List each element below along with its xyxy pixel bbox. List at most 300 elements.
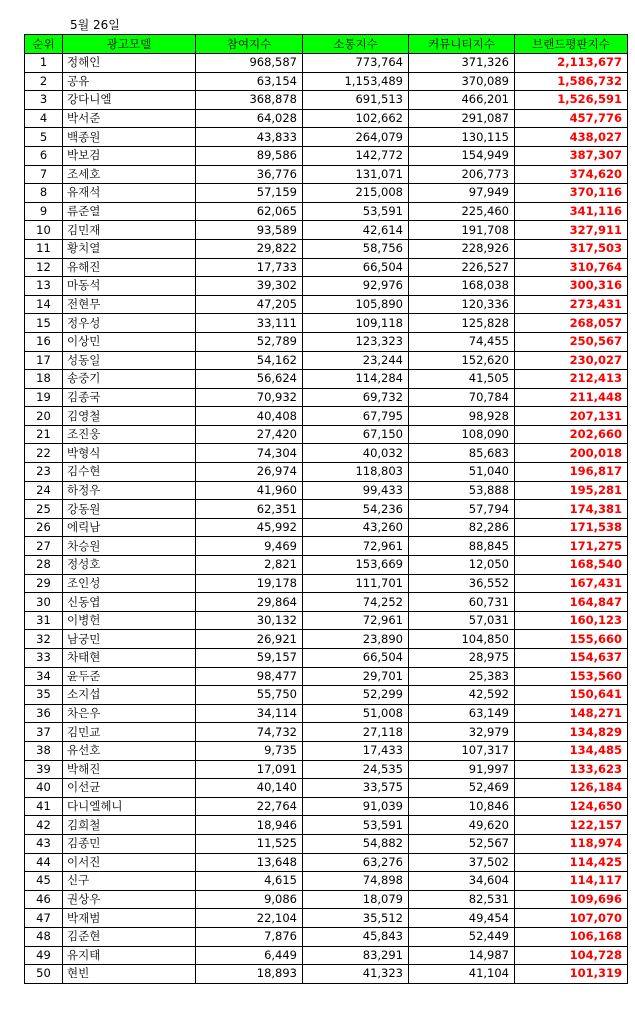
table-row xyxy=(25,909,628,928)
communication-cell: 74,898 xyxy=(303,872,409,891)
header-model: 광고모델 xyxy=(63,35,196,54)
communication-cell: 74,252 xyxy=(303,593,409,612)
rank-cell: 40 xyxy=(25,779,63,798)
participation-cell: 7,876 xyxy=(196,927,303,946)
communication-cell: 66,504 xyxy=(303,649,409,668)
rank-cell: 15 xyxy=(25,314,63,333)
community-cell: 466,201 xyxy=(409,91,515,110)
brand-reputation-cell: 273,431 xyxy=(515,295,628,314)
communication-cell: 33,575 xyxy=(303,779,409,798)
brand-reputation-cell: 153,560 xyxy=(515,667,628,686)
rank-cell: 10 xyxy=(25,221,63,240)
rank-cell: 26 xyxy=(25,518,63,537)
community-cell: 168,038 xyxy=(409,277,515,296)
communication-cell: 691,513 xyxy=(303,91,409,110)
brand-reputation-cell: 317,503 xyxy=(515,239,628,258)
participation-cell: 368,878 xyxy=(196,91,303,110)
participation-cell: 45,992 xyxy=(196,518,303,537)
header-community: 커뮤니티지수 xyxy=(409,35,515,54)
brand-reputation-cell: 126,184 xyxy=(515,779,628,798)
rank-cell: 33 xyxy=(25,649,63,668)
brand-reputation-cell: 230,027 xyxy=(515,351,628,370)
table-row xyxy=(25,54,628,73)
participation-cell: 47,205 xyxy=(196,295,303,314)
participation-cell: 33,111 xyxy=(196,314,303,333)
participation-cell: 17,733 xyxy=(196,258,303,277)
community-cell: 53,888 xyxy=(409,481,515,500)
participation-cell: 64,028 xyxy=(196,109,303,128)
participation-cell: 40,140 xyxy=(196,779,303,798)
participation-cell: 29,822 xyxy=(196,239,303,258)
communication-cell: 54,236 xyxy=(303,500,409,519)
table-row xyxy=(25,574,628,593)
brand-reputation-cell: 160,123 xyxy=(515,611,628,630)
community-cell: 82,531 xyxy=(409,890,515,909)
communication-cell: 123,323 xyxy=(303,332,409,351)
model-name-cell: 이선균 xyxy=(63,779,196,798)
table-row xyxy=(25,258,628,277)
brand-reputation-cell: 300,316 xyxy=(515,277,628,296)
table-row xyxy=(25,184,628,203)
brand-reputation-cell: 101,319 xyxy=(515,965,628,984)
rank-cell: 17 xyxy=(25,351,63,370)
communication-cell: 92,976 xyxy=(303,277,409,296)
rank-cell: 30 xyxy=(25,593,63,612)
participation-cell: 63,154 xyxy=(196,72,303,91)
community-cell: 88,845 xyxy=(409,537,515,556)
table-row xyxy=(25,741,628,760)
model-name-cell: 신동엽 xyxy=(63,593,196,612)
community-cell: 154,949 xyxy=(409,146,515,165)
community-cell: 74,455 xyxy=(409,332,515,351)
table-row xyxy=(25,91,628,110)
communication-cell: 67,795 xyxy=(303,407,409,426)
community-cell: 52,469 xyxy=(409,779,515,798)
participation-cell: 62,351 xyxy=(196,500,303,519)
table-row xyxy=(25,500,628,519)
communication-cell: 51,008 xyxy=(303,704,409,723)
participation-cell: 43,833 xyxy=(196,128,303,147)
communication-cell: 109,118 xyxy=(303,314,409,333)
brand-reputation-cell: 196,817 xyxy=(515,463,628,482)
table-row xyxy=(25,72,628,91)
model-name-cell: 송중기 xyxy=(63,370,196,389)
participation-cell: 9,735 xyxy=(196,741,303,760)
model-name-cell: 유선호 xyxy=(63,741,196,760)
rank-cell: 35 xyxy=(25,686,63,705)
model-name-cell: 전현무 xyxy=(63,295,196,314)
community-cell: 51,040 xyxy=(409,463,515,482)
brand-reputation-cell: 134,829 xyxy=(515,723,628,742)
rank-cell: 41 xyxy=(25,797,63,816)
table-row xyxy=(25,481,628,500)
header-brand-reputation: 브랜드평판지수 xyxy=(515,35,628,54)
brand-reputation-cell: 195,281 xyxy=(515,481,628,500)
table-row xyxy=(25,611,628,630)
rank-cell: 27 xyxy=(25,537,63,556)
model-name-cell: 마동석 xyxy=(63,277,196,296)
model-name-cell: 황치열 xyxy=(63,239,196,258)
model-name-cell: 정우성 xyxy=(63,314,196,333)
participation-cell: 22,104 xyxy=(196,909,303,928)
community-cell: 49,620 xyxy=(409,816,515,835)
community-cell: 37,502 xyxy=(409,853,515,872)
brand-reputation-cell: 104,728 xyxy=(515,946,628,965)
table-row xyxy=(25,593,628,612)
table-row xyxy=(25,723,628,742)
community-cell: 85,683 xyxy=(409,444,515,463)
communication-cell: 99,433 xyxy=(303,481,409,500)
participation-cell: 52,789 xyxy=(196,332,303,351)
participation-cell: 34,114 xyxy=(196,704,303,723)
rank-cell: 25 xyxy=(25,500,63,519)
table-row xyxy=(25,165,628,184)
brand-reputation-cell: 118,974 xyxy=(515,834,628,853)
table-row xyxy=(25,277,628,296)
communication-cell: 67,150 xyxy=(303,425,409,444)
participation-cell: 11,525 xyxy=(196,834,303,853)
participation-cell: 30,132 xyxy=(196,611,303,630)
communication-cell: 41,323 xyxy=(303,965,409,984)
participation-cell: 62,065 xyxy=(196,202,303,221)
participation-cell: 57,159 xyxy=(196,184,303,203)
communication-cell: 52,299 xyxy=(303,686,409,705)
participation-cell: 74,732 xyxy=(196,723,303,742)
rank-cell: 46 xyxy=(25,890,63,909)
table-row xyxy=(25,872,628,891)
model-name-cell: 정성호 xyxy=(63,556,196,575)
model-name-cell: 백종원 xyxy=(63,128,196,147)
model-name-cell: 박서준 xyxy=(63,109,196,128)
communication-cell: 215,008 xyxy=(303,184,409,203)
rank-cell: 11 xyxy=(25,239,63,258)
community-cell: 104,850 xyxy=(409,630,515,649)
table-row xyxy=(25,649,628,668)
brand-reputation-cell: 374,620 xyxy=(515,165,628,184)
table-row xyxy=(25,425,628,444)
model-name-cell: 정해인 xyxy=(63,54,196,73)
model-name-cell: 차승원 xyxy=(63,537,196,556)
participation-cell: 26,921 xyxy=(196,630,303,649)
communication-cell: 45,843 xyxy=(303,927,409,946)
communication-cell: 72,961 xyxy=(303,537,409,556)
community-cell: 108,090 xyxy=(409,425,515,444)
brand-reputation-cell: 106,168 xyxy=(515,927,628,946)
community-cell: 91,997 xyxy=(409,760,515,779)
brand-reputation-cell: 109,696 xyxy=(515,890,628,909)
community-cell: 41,505 xyxy=(409,370,515,389)
rank-cell: 50 xyxy=(25,965,63,984)
communication-cell: 72,961 xyxy=(303,611,409,630)
brand-reputation-cell: 174,381 xyxy=(515,500,628,519)
model-name-cell: 김민재 xyxy=(63,221,196,240)
communication-cell: 35,512 xyxy=(303,909,409,928)
community-cell: 34,604 xyxy=(409,872,515,891)
participation-cell: 59,157 xyxy=(196,649,303,668)
brand-reputation-cell: 327,911 xyxy=(515,221,628,240)
model-name-cell: 이병헌 xyxy=(63,611,196,630)
communication-cell: 40,032 xyxy=(303,444,409,463)
brand-reputation-cell: 167,431 xyxy=(515,574,628,593)
table-row xyxy=(25,332,628,351)
rank-cell: 23 xyxy=(25,463,63,482)
brand-reputation-table xyxy=(24,34,628,984)
participation-cell: 17,091 xyxy=(196,760,303,779)
communication-cell: 27,118 xyxy=(303,723,409,742)
community-cell: 52,567 xyxy=(409,834,515,853)
brand-reputation-cell: 171,275 xyxy=(515,537,628,556)
participation-cell: 89,586 xyxy=(196,146,303,165)
communication-cell: 102,662 xyxy=(303,109,409,128)
communication-cell: 118,803 xyxy=(303,463,409,482)
participation-cell: 22,764 xyxy=(196,797,303,816)
table-row xyxy=(25,704,628,723)
participation-cell: 968,587 xyxy=(196,54,303,73)
community-cell: 291,087 xyxy=(409,109,515,128)
model-name-cell: 박해진 xyxy=(63,760,196,779)
communication-cell: 18,079 xyxy=(303,890,409,909)
brand-reputation-cell: 438,027 xyxy=(515,128,628,147)
rank-cell: 21 xyxy=(25,425,63,444)
community-cell: 125,828 xyxy=(409,314,515,333)
rank-cell: 5 xyxy=(25,128,63,147)
communication-cell: 83,291 xyxy=(303,946,409,965)
rank-cell: 29 xyxy=(25,574,63,593)
model-name-cell: 공유 xyxy=(63,72,196,91)
brand-reputation-cell: 171,538 xyxy=(515,518,628,537)
participation-cell: 19,178 xyxy=(196,574,303,593)
brand-reputation-cell: 124,650 xyxy=(515,797,628,816)
communication-cell: 105,890 xyxy=(303,295,409,314)
participation-cell: 18,893 xyxy=(196,965,303,984)
participation-cell: 26,974 xyxy=(196,463,303,482)
header-participation: 참여지수 xyxy=(196,35,303,54)
community-cell: 370,089 xyxy=(409,72,515,91)
community-cell: 130,115 xyxy=(409,128,515,147)
brand-reputation-cell: 114,425 xyxy=(515,853,628,872)
community-cell: 49,454 xyxy=(409,909,515,928)
model-name-cell: 신구 xyxy=(63,872,196,891)
communication-cell: 91,039 xyxy=(303,797,409,816)
rank-cell: 28 xyxy=(25,556,63,575)
model-name-cell: 이상민 xyxy=(63,332,196,351)
table-row xyxy=(25,370,628,389)
community-cell: 28,975 xyxy=(409,649,515,668)
table-row xyxy=(25,760,628,779)
brand-reputation-cell: 2,113,677 xyxy=(515,54,628,73)
participation-cell: 4,615 xyxy=(196,872,303,891)
model-name-cell: 다니엘헤니 xyxy=(63,797,196,816)
model-name-cell: 박재범 xyxy=(63,909,196,928)
brand-reputation-cell: 150,641 xyxy=(515,686,628,705)
rank-cell: 6 xyxy=(25,146,63,165)
communication-cell: 66,504 xyxy=(303,258,409,277)
rank-cell: 49 xyxy=(25,946,63,965)
rank-cell: 16 xyxy=(25,332,63,351)
participation-cell: 54,162 xyxy=(196,351,303,370)
rank-cell: 1 xyxy=(25,54,63,73)
date-label: 5월 26일 xyxy=(70,18,120,32)
rank-cell: 44 xyxy=(25,853,63,872)
brand-reputation-cell: 148,271 xyxy=(515,704,628,723)
model-name-cell: 유재석 xyxy=(63,184,196,203)
community-cell: 371,326 xyxy=(409,54,515,73)
table-row xyxy=(25,239,628,258)
brand-reputation-cell: 268,057 xyxy=(515,314,628,333)
model-name-cell: 김종국 xyxy=(63,388,196,407)
table-row xyxy=(25,834,628,853)
community-cell: 36,552 xyxy=(409,574,515,593)
participation-cell: 70,932 xyxy=(196,388,303,407)
table-row xyxy=(25,295,628,314)
model-name-cell: 김수현 xyxy=(63,463,196,482)
communication-cell: 24,535 xyxy=(303,760,409,779)
rank-cell: 18 xyxy=(25,370,63,389)
community-cell: 52,449 xyxy=(409,927,515,946)
table-row xyxy=(25,779,628,798)
community-cell: 25,383 xyxy=(409,667,515,686)
rank-cell: 13 xyxy=(25,277,63,296)
community-cell: 120,336 xyxy=(409,295,515,314)
table-row xyxy=(25,463,628,482)
rank-cell: 8 xyxy=(25,184,63,203)
participation-cell: 98,477 xyxy=(196,667,303,686)
participation-cell: 39,302 xyxy=(196,277,303,296)
model-name-cell: 김종민 xyxy=(63,834,196,853)
model-name-cell: 박보검 xyxy=(63,146,196,165)
brand-reputation-cell: 341,116 xyxy=(515,202,628,221)
brand-reputation-cell: 114,117 xyxy=(515,872,628,891)
brand-reputation-cell: 122,157 xyxy=(515,816,628,835)
table-row xyxy=(25,388,628,407)
table-row xyxy=(25,109,628,128)
rank-cell: 39 xyxy=(25,760,63,779)
table-row xyxy=(25,853,628,872)
table-row xyxy=(25,202,628,221)
model-name-cell: 남궁민 xyxy=(63,630,196,649)
communication-cell: 142,772 xyxy=(303,146,409,165)
header-communication: 소통지수 xyxy=(303,35,409,54)
communication-cell: 773,764 xyxy=(303,54,409,73)
participation-cell: 29,864 xyxy=(196,593,303,612)
communication-cell: 43,260 xyxy=(303,518,409,537)
brand-reputation-cell: 1,526,591 xyxy=(515,91,628,110)
communication-cell: 114,284 xyxy=(303,370,409,389)
table-row xyxy=(25,314,628,333)
communication-cell: 17,433 xyxy=(303,741,409,760)
participation-cell: 36,776 xyxy=(196,165,303,184)
rank-cell: 36 xyxy=(25,704,63,723)
community-cell: 228,926 xyxy=(409,239,515,258)
rank-cell: 9 xyxy=(25,202,63,221)
brand-reputation-cell: 387,307 xyxy=(515,146,628,165)
communication-cell: 63,276 xyxy=(303,853,409,872)
community-cell: 191,708 xyxy=(409,221,515,240)
table-row xyxy=(25,686,628,705)
table-row xyxy=(25,444,628,463)
participation-cell: 55,750 xyxy=(196,686,303,705)
communication-cell: 23,244 xyxy=(303,351,409,370)
brand-reputation-cell: 200,018 xyxy=(515,444,628,463)
community-cell: 226,527 xyxy=(409,258,515,277)
participation-cell: 40,408 xyxy=(196,407,303,426)
model-name-cell: 현빈 xyxy=(63,965,196,984)
rank-cell: 37 xyxy=(25,723,63,742)
community-cell: 97,949 xyxy=(409,184,515,203)
brand-reputation-cell: 211,448 xyxy=(515,388,628,407)
rank-cell: 20 xyxy=(25,407,63,426)
table-row xyxy=(25,407,628,426)
communication-cell: 1,153,489 xyxy=(303,72,409,91)
table-row xyxy=(25,797,628,816)
model-name-cell: 권상우 xyxy=(63,890,196,909)
model-name-cell: 김민교 xyxy=(63,723,196,742)
rank-cell: 4 xyxy=(25,109,63,128)
rank-cell: 43 xyxy=(25,834,63,853)
participation-cell: 13,648 xyxy=(196,853,303,872)
rank-cell: 34 xyxy=(25,667,63,686)
communication-cell: 69,732 xyxy=(303,388,409,407)
communication-cell: 58,756 xyxy=(303,239,409,258)
community-cell: 14,987 xyxy=(409,946,515,965)
community-cell: 82,286 xyxy=(409,518,515,537)
participation-cell: 93,589 xyxy=(196,221,303,240)
community-cell: 57,794 xyxy=(409,500,515,519)
rank-cell: 47 xyxy=(25,909,63,928)
brand-reputation-cell: 370,116 xyxy=(515,184,628,203)
rank-cell: 12 xyxy=(25,258,63,277)
brand-reputation-cell: 202,660 xyxy=(515,425,628,444)
model-name-cell: 소지섭 xyxy=(63,686,196,705)
brand-reputation-cell: 212,413 xyxy=(515,370,628,389)
participation-cell: 9,469 xyxy=(196,537,303,556)
model-name-cell: 윤두준 xyxy=(63,667,196,686)
table-row xyxy=(25,816,628,835)
brand-reputation-cell: 134,485 xyxy=(515,741,628,760)
participation-cell: 74,304 xyxy=(196,444,303,463)
community-cell: 225,460 xyxy=(409,202,515,221)
table-row xyxy=(25,667,628,686)
rank-cell: 32 xyxy=(25,630,63,649)
participation-cell: 2,821 xyxy=(196,556,303,575)
communication-cell: 264,079 xyxy=(303,128,409,147)
table-row xyxy=(25,556,628,575)
model-name-cell: 이서진 xyxy=(63,853,196,872)
model-name-cell: 유지태 xyxy=(63,946,196,965)
participation-cell: 9,086 xyxy=(196,890,303,909)
model-name-cell: 김희철 xyxy=(63,816,196,835)
brand-reputation-cell: 250,567 xyxy=(515,332,628,351)
model-name-cell: 류준열 xyxy=(63,202,196,221)
model-name-cell: 조진웅 xyxy=(63,425,196,444)
model-name-cell: 조인성 xyxy=(63,574,196,593)
model-name-cell: 유해진 xyxy=(63,258,196,277)
rank-cell: 19 xyxy=(25,388,63,407)
table-header-row xyxy=(25,35,628,54)
community-cell: 32,979 xyxy=(409,723,515,742)
rank-cell: 31 xyxy=(25,611,63,630)
table-row xyxy=(25,221,628,240)
communication-cell: 111,701 xyxy=(303,574,409,593)
communication-cell: 53,591 xyxy=(303,816,409,835)
table-row xyxy=(25,351,628,370)
community-cell: 42,592 xyxy=(409,686,515,705)
rank-cell: 22 xyxy=(25,444,63,463)
communication-cell: 153,669 xyxy=(303,556,409,575)
communication-cell: 29,701 xyxy=(303,667,409,686)
model-name-cell: 김준현 xyxy=(63,927,196,946)
participation-cell: 18,946 xyxy=(196,816,303,835)
